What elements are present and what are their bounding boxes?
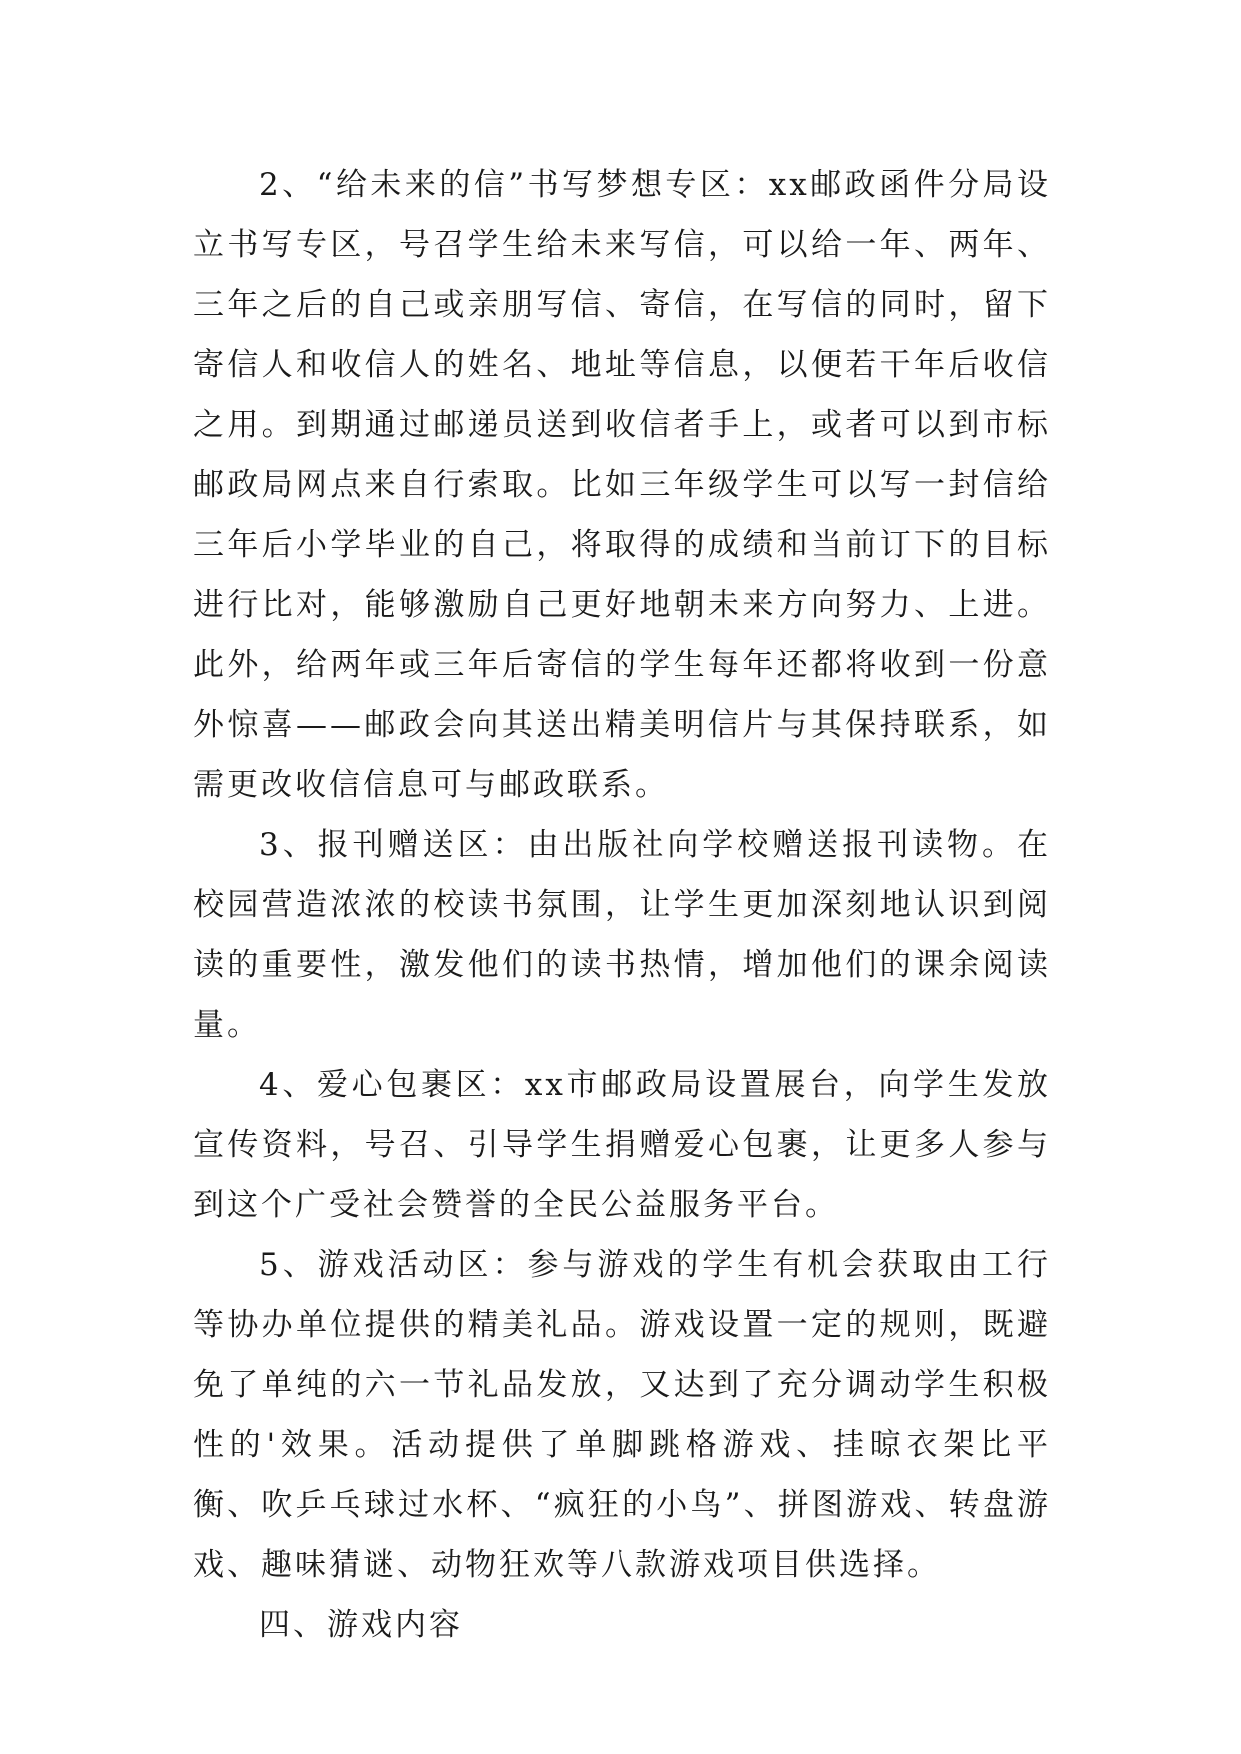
paragraph-letter-to-future: 2、“给未来的信”书写梦想专区：xx邮政函件分局设立书写专区，号召学生给未来写信，可以给一年、两年、三年之后的自己或亲朋写信、寄信，在写信的同时，留下寄信人和收信人的姓名、地址等信息，以便若干年后收信之用。到期通过邮递员送到收信者手上，或者可以到市标邮政局网点来自行索取。比如三年级学生可以写一封信给三年后小学毕业的自己，将取得的成绩和当前订下的目标进行比对，能够激励自己更好地朝未来方向努力、上进。此外，给两年或三年后寄信的学生每年还都将收到一份意外惊喜——邮政会向其送出精美明信片与其保持联系，如需更改收信信息可与邮政联系。 [193,167,1051,803]
section-heading-game-content: 四、游戏内容 [259,1607,463,1643]
paragraph-game-zone: 5、游戏活动区：参与游戏的学生有机会获取由工行等协办单位提供的精美礼品。游戏设置一定的规则，既避免了单纯的六一节礼品发放，又达到了充分调动学生积极性的'效果。活动提供了单脚跳格游戏、挂晾衣架比平衡、吹乒乓球过水杯、“疯狂的小鸟”、拼图游戏、转盘游戏、趣味猜谜、动物狂欢等八款游戏项目供选择。 [193,1247,1051,1583]
document-body [193,155,1051,1655]
paragraph-charity-package: 4、爱心包裹区：xx市邮政局设置展台，向学生发放宣传资料，号召、引导学生捐赠爱心包裹，让更多人参与到这个广受社会赞誉的全民公益服务平台。 [193,1067,1051,1223]
paragraph-newspaper-gift: 3、报刊赠送区：由出版社向学校赠送报刊读物。在校园营造浓浓的校读书氛围，让学生更加深刻地认识到阅读的重要性，激发他们的读书热情，增加他们的课余阅读量。 [193,827,1051,1043]
